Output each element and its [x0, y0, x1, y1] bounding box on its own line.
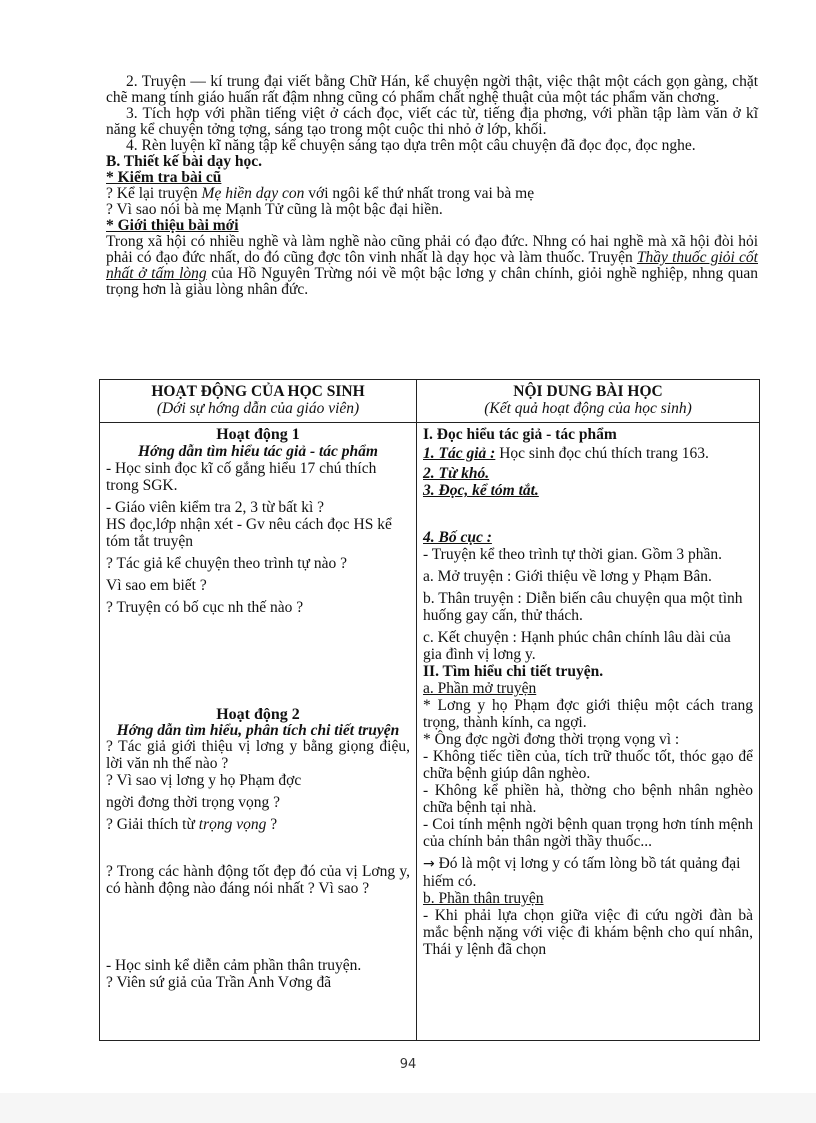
content-subheading: b. Phần thân truyện [423, 890, 544, 908]
content-line: * Ông đợc ngời đơng thời trọng vọng vì : [423, 731, 680, 749]
old-lesson-question-1 [106, 186, 758, 202]
content-subheading: 2. Từ khó. [423, 465, 490, 483]
right-column-subtitle: (Kết quả hoạt động của học sinh) [484, 400, 692, 417]
new-lesson-story-title: Thầy thuốc giỏi cốt nhất ở tấm lòng [106, 249, 758, 282]
author-text: Học sinh đọc chú thích trang 163. [495, 445, 709, 463]
lesson-table [99, 379, 760, 1041]
content-subheading: a. Phần mở truyện [423, 680, 537, 698]
question-line: ngời đơng thời trọng vọng ? [106, 794, 280, 812]
activity-line: HS đọc,lớp nhận xét - Gv nêu cách đọc HS kể tóm tắt truyện [106, 516, 392, 551]
question-line: ? Vì sao vị lơng y họ Phạm đợc [106, 772, 302, 790]
lesson-content-cell [417, 423, 760, 1041]
question-line: ? Tác giả kể chuyện theo trình tự nào ? [106, 555, 347, 573]
question-line: ? Trong các hành động tốt đẹp đó của vị Lơng y, có hành động nào đáng nói nhất ? Vì sao ? [106, 863, 410, 898]
new-lesson-text-a: Trong xã hội có nhiều nghề và làm nghề nào cũng phải có đạo đức. Nhng có hai nghề mà xã hội đòi hỏi phải có đạo đức nhất, do đó cũng đợc tôn vinh nhất là dạy học và làm thuốc. Truyện [106, 233, 758, 266]
activity-line: - Học sinh đọc kĩ cố gắng hiểu 17 chú thích trong SGK. [106, 460, 377, 495]
objective-2: 2. Truyện — kí trung đại viết bằng Chữ Hán, kể chuyện ngời thật, việc thật một cách gọn gàng, chặt chẽ mang tính giáo huấn rất đậm nhng cũng có phẩm chất nghệ thuật của một tác phẩm văn chơng. [106, 73, 758, 106]
table-header-row [100, 380, 760, 423]
activity-2-heading: Hoạt động 2 [216, 706, 300, 724]
page-footer-band [0, 1093, 816, 1123]
student-activities-cell [100, 423, 417, 1041]
new-lesson-heading: * Giới thiệu bài mới [106, 217, 239, 234]
question-line [106, 816, 410, 833]
l10-suffix: ? [266, 816, 278, 834]
left-column-title: HOẠT ĐỘNG CỦA HỌC SINH [151, 383, 365, 400]
left-column-header [100, 380, 417, 423]
content-line: - Không kể phiền hà, thờng cho bệnh nhân nghèo chữa bệnh tại nhà. [423, 782, 753, 817]
q1-suffix: với ngôi kể thứ nhất trong vai bà mẹ [304, 185, 535, 202]
content-subheading: 4. Bố cục : [423, 529, 492, 547]
author-label: 1. Tác giả : [423, 445, 496, 463]
content-line [423, 445, 753, 462]
activity-1-title: Hớng dẫn tìm hiểu tác giả - tác phẩm [138, 443, 378, 461]
page-number: 94 [399, 1057, 417, 1072]
conclusion-text: Đó là một vị lơng y có tấm lòng bồ tát quảng đại hiếm có. [423, 855, 741, 891]
content-line: a. Mở truyện : Giới thiệu về lơng y Phạm Bân. [423, 568, 712, 586]
section-b-heading: B. Thiết kế bài dạy học. [106, 153, 263, 170]
question-line: ? Truyện có bố cục nh thế nào ? [106, 599, 304, 617]
content-line: c. Kết chuyện : Hạnh phúc chân chính lâu dài của gia đình vị lơng y. [423, 629, 731, 664]
question-line: ? Tác giả giới thiệu vị lơng y bằng giọng điệu, lời văn nh thế nào ? [106, 738, 410, 773]
q1-story-title: Mẹ hiền dạy con [201, 185, 305, 202]
content-line [423, 855, 753, 890]
intro-section [106, 74, 758, 298]
right-arrow-icon: → [423, 856, 435, 873]
left-column-subtitle: (Dới sự hớng dẫn của giáo viên) [156, 400, 360, 417]
activity-1-heading: Hoạt động 1 [216, 426, 300, 444]
content-line: - Truyện kể theo trình tự thời gian. Gồm 3 phần. [423, 546, 723, 564]
q1-prefix: ? Kể lại truyện [106, 185, 202, 202]
content-line: - Coi tính mệnh ngời bệnh quan trọng hơn tính mệnh của chính bản thân ngời thầy thuốc... [423, 816, 753, 851]
activity-2-title: Hớng dẫn tìm hiểu, phân tích chi tiết truyện [116, 722, 400, 740]
section-2-heading: II. Tìm hiểu chi tiết truyện. [423, 663, 604, 681]
question-line: ? Viên sứ giả của Trần Anh Vơng đã [106, 974, 332, 992]
l10-word: trọng vọng [198, 816, 267, 834]
content-line: - Không tiếc tiền của, tích trữ thuốc tốt, thóc gạo để chữa bệnh giúp dân nghèo. [423, 748, 753, 783]
content-line: - Khi phải lựa chọn giữa việc đi cứu ngời đàn bà mắc bệnh nặng với việc đi khám bệnh cho quí nhân, Thái y lệnh đã chọn [423, 907, 753, 959]
right-column-header [417, 380, 760, 423]
activity-line: - Giáo viên kiểm tra 2, 3 từ bất kì ? [106, 499, 325, 517]
question-line: Vì sao em biết ? [106, 577, 207, 595]
new-lesson-paragraph [106, 234, 758, 298]
check-old-lesson-heading: * Kiểm tra bài cũ [106, 169, 222, 186]
content-subheading: 3. Đọc, kể tóm tắt. [423, 482, 539, 500]
new-lesson-text-b: của Hồ Nguyên Trừng nói về một bậc lơng y chân chính, giỏi nghề nghiệp, nhng quan trọng hơn là giàu lòng nhân đức. [106, 265, 759, 298]
objective-3: 3. Tích hợp với phần tiếng việt ở cách đọc, viết các từ, tiếng địa phơng, với phần tập làm văn ở kĩ năng kể chuyện tởng tợng, sáng tạo trong một cuộc thi nhỏ ở lớp, khối. [106, 105, 758, 138]
objective-4: 4. Rèn luyện kĩ năng tập kể chuyện sáng tạo dựa trên một câu chuyện đã đọc đọc, đọc nghe. [126, 137, 696, 154]
l10-prefix: ? Giải thích từ [106, 816, 199, 834]
content-line: * Lơng y họ Phạm đợc giới thiệu một cách trang trọng, thành kính, ca ngợi. [423, 697, 753, 732]
table-body-row [100, 423, 760, 1041]
old-lesson-question-2: ? Vì sao nói bà mẹ Mạnh Tử cũng là một bậc đại hiền. [106, 201, 443, 218]
section-1-heading: I. Đọc hiểu tác giả - tác phẩm [423, 426, 617, 444]
content-line: b. Thân truyện : Diễn biến câu chuyện qua một tình huống gay cấn, thử thách. [423, 590, 743, 625]
activity-line: - Học sinh kể diễn cảm phần thân truyện. [106, 957, 362, 975]
right-column-title: NỘI DUNG BÀI HỌC [513, 383, 663, 400]
